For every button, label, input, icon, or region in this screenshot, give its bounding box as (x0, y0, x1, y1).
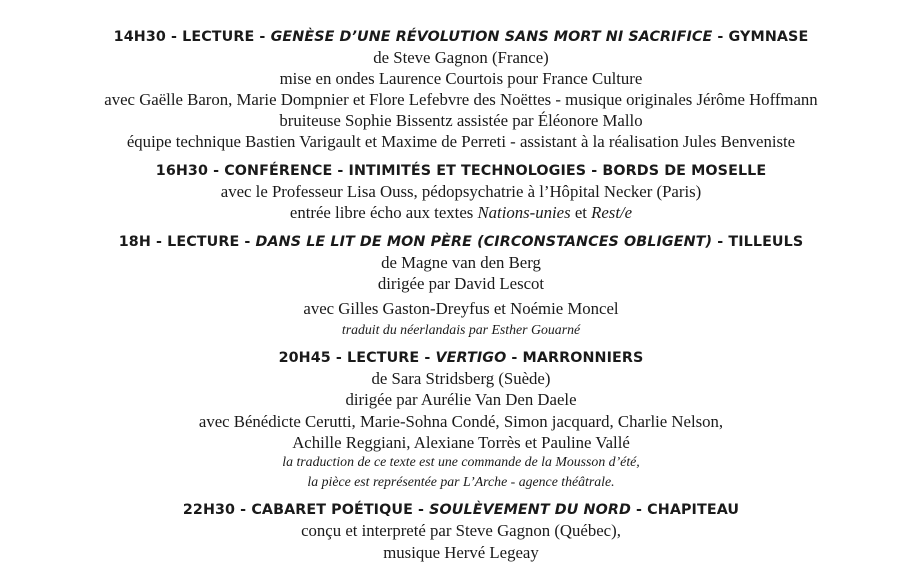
event-credit-line: dirigée par Aurélie Van Den Daele (345, 390, 577, 409)
event-venue: GYMNASE (728, 29, 809, 45)
event-title: SOULÈVEMENT DU NORD (429, 502, 631, 518)
credit-text: et (570, 203, 592, 222)
event-type: LECTURE (182, 29, 255, 45)
event-credit-line: Achille Reggiani, Alexiane Torrès et Pauline Vallé (292, 433, 630, 452)
separator: - (712, 234, 729, 250)
credit-text: entrée libre écho aux textes (289, 203, 478, 222)
event-heading (0, 233, 922, 251)
event-credit-line: musique Hervé Legeay (383, 543, 539, 562)
event-type: LECTURE (347, 350, 420, 366)
event-heading (0, 349, 922, 367)
event-heading (0, 28, 922, 46)
event-credit-line: de Sara Stridsberg (Suède) (371, 369, 551, 388)
event-title: GENÈSE D’UNE RÉVOLUTION SANS MORT NI SACRIFICE (270, 29, 713, 45)
event-note: la traduction de ce texte est une commande de la Mousson d’été, (282, 454, 640, 469)
separator: - (235, 502, 252, 518)
separator: - (419, 350, 436, 366)
event-time: 20H45 (278, 350, 331, 366)
separator: - (506, 350, 523, 366)
event-credit-line: de Steve Gagnon (France) (373, 48, 549, 67)
separator: - (630, 502, 648, 518)
work-title: Nations-unies (477, 203, 571, 222)
separator: - (330, 350, 348, 366)
event-credit-line (0, 202, 922, 223)
event-time: 18H (118, 234, 151, 250)
event-time: 14H30 (113, 29, 166, 45)
event-title: DANS LE LIT DE MON PÈRE (CIRCONSTANCES OBLIGENT) (255, 234, 713, 250)
event-venue: TILLEULS (728, 234, 804, 250)
event-venue: CHAPITEAU (647, 502, 740, 518)
event-credit-line: mise en ondes Laurence Courtois pour France Culture (279, 69, 643, 88)
event-credit-line: bruiteuse Sophie Bissentz assistée par Éléonore Mallo (279, 111, 643, 130)
event-note: la pièce est représentée par L’Arche - agence théâtrale. (307, 474, 615, 489)
event-type: CABARET POÉTIQUE (251, 502, 413, 518)
event-venue: MARRONNIERS (522, 350, 644, 366)
event-time: 22H30 (182, 502, 236, 518)
event-heading: 16H30 - CONFÉRENCE - INTIMITÉS ET TECHNOLOGIES - BORDS DE MOSELLE (155, 163, 767, 179)
event-credit-line: avec Gilles Gaston-Dreyfus et Noémie Moncel (303, 299, 619, 318)
event-credit-line: avec Gaëlle Baron, Marie Dompnier et Flore Lefebvre des Noëttes - musique originales Jérôme Hoffmann (104, 90, 818, 109)
event-type: LECTURE (167, 234, 240, 250)
event-credit-line: avec le Professeur Lisa Ouss, pédopsychatrie à l’Hôpital Necker (Paris) (220, 182, 702, 201)
separator: - (712, 29, 729, 45)
separator: - (254, 29, 271, 45)
event-credit-line: équipe technique Bastien Varigault et Maxime de Perreti - assistant à la réalisation Jules Benveniste (126, 132, 796, 151)
event-note: traduit du néerlandais par Esther Gouarné (341, 322, 581, 337)
separator: - (165, 29, 183, 45)
event-credit-line: dirigée par David Lescot (377, 274, 545, 293)
event-heading (0, 501, 922, 519)
separator: - (239, 234, 256, 250)
event-credit-line: de Magne van den Berg (381, 253, 541, 272)
work-title: Rest/e (591, 203, 633, 222)
separator: - (150, 234, 168, 250)
event-credit-line: conçu et interpreté par Steve Gagnon (Québec), (301, 521, 621, 540)
separator: - (412, 502, 430, 518)
event-title: VERTIGO (435, 350, 507, 366)
event-credit-line: avec Bénédicte Cerutti, Marie-Sohna Condé, Simon jacquard, Charlie Nelson, (198, 412, 724, 431)
